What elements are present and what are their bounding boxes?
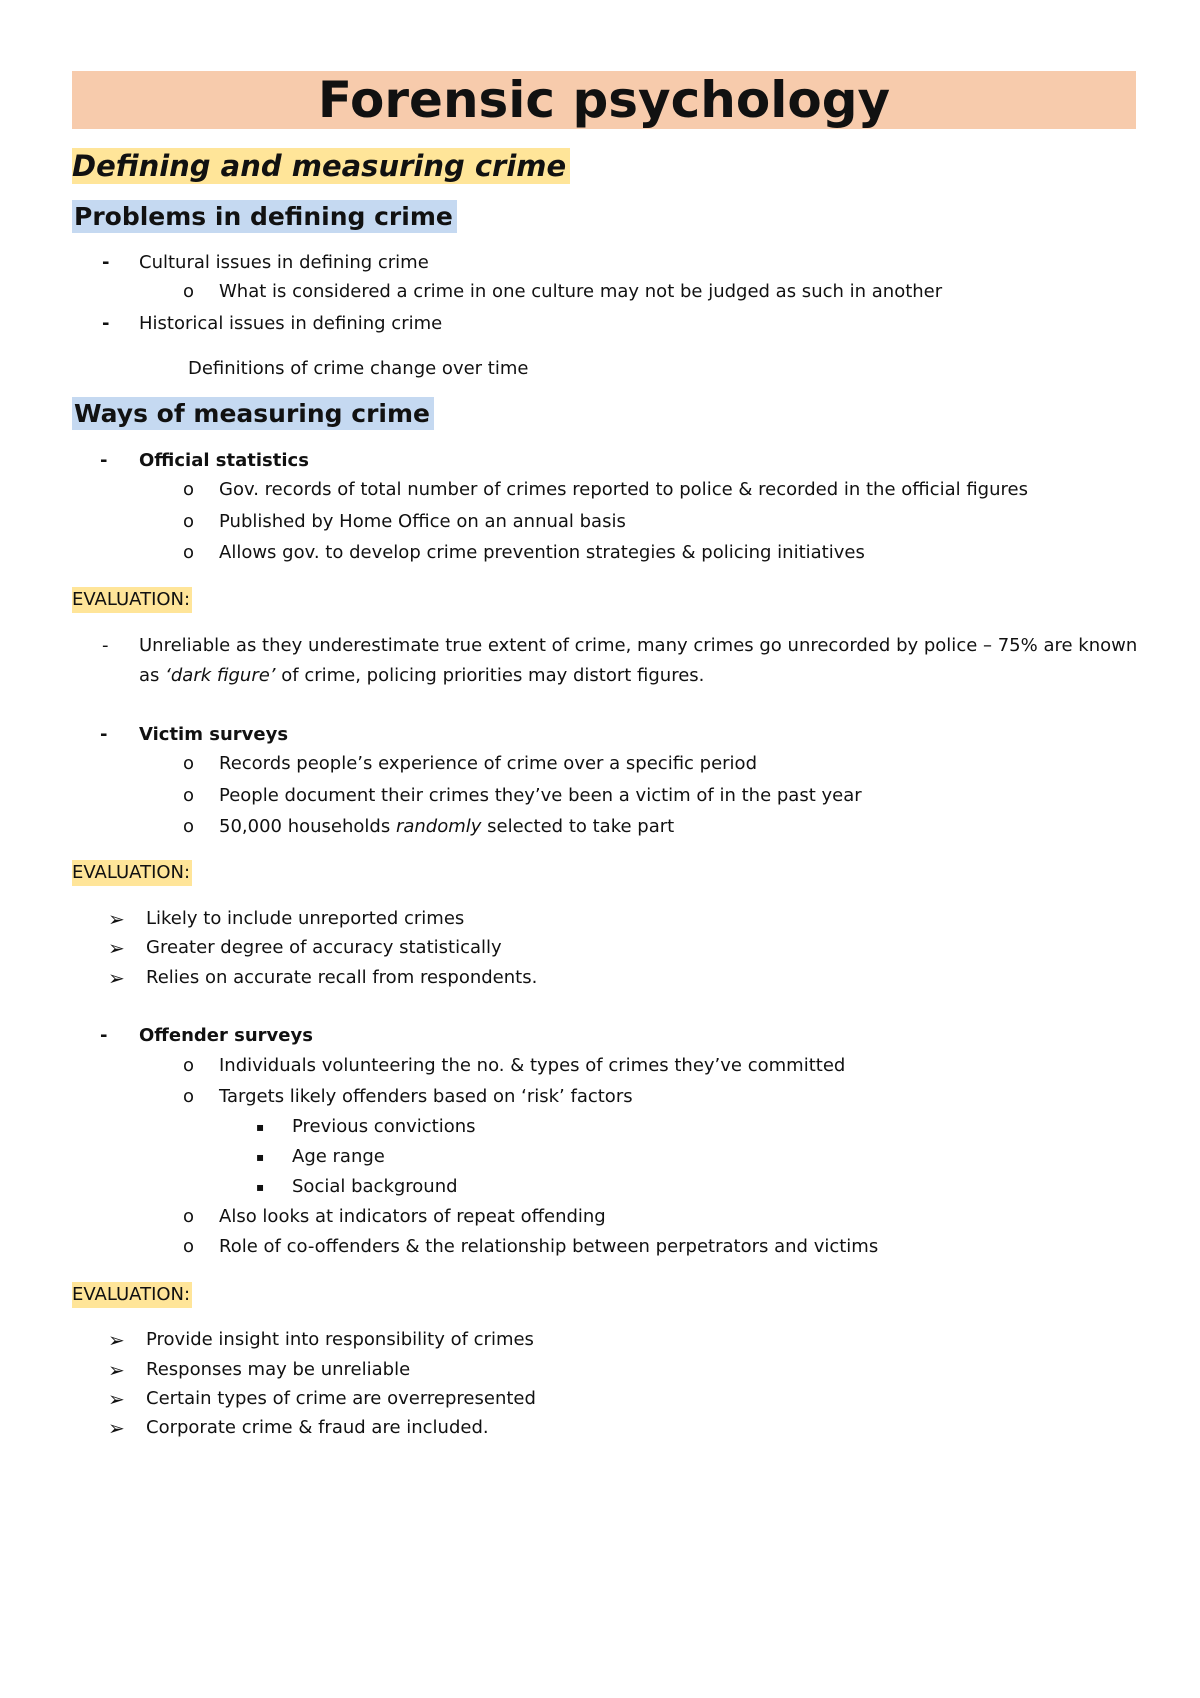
- square-bullet: ▪: [256, 1180, 265, 1194]
- victim-evaluation: Greater degree of accuracy statistically: [146, 937, 502, 958]
- evaluation-label: EVALUATION:: [72, 860, 192, 886]
- circle-bullet: o: [183, 1236, 195, 1257]
- evaluation-text: as: [139, 665, 166, 686]
- square-bullet: ▪: [256, 1120, 265, 1134]
- victim-evaluation: Relies on accurate recall from respondents.: [146, 967, 538, 988]
- dash-bullet: -: [100, 450, 108, 471]
- victim-evaluation: Likely to include unreported crimes: [146, 908, 465, 929]
- offender-evaluation: Certain types of crime are overrepresented: [146, 1388, 536, 1409]
- problem-historical-note: Definitions of crime change over time: [188, 358, 529, 379]
- randomly-term: randomly: [395, 816, 482, 837]
- dash-bullet: -: [100, 724, 108, 745]
- victim-point: Records people’s experience of crime over a specific period: [219, 753, 757, 774]
- circle-bullet: o: [183, 511, 195, 532]
- victim-surveys-label: Victim surveys: [139, 724, 289, 745]
- problem-cultural-detail: What is considered a crime in one culture may not be judged as such in another: [219, 281, 943, 302]
- dash-bullet: -: [102, 313, 110, 334]
- circle-bullet: o: [183, 479, 195, 500]
- official-point: Gov. records of total number of crimes reported to police & recorded in the official figures: [219, 479, 1028, 500]
- offender-point: Also looks at indicators of repeat offending: [219, 1206, 606, 1227]
- risk-factor: Previous convictions: [292, 1116, 476, 1137]
- circle-bullet: o: [183, 816, 195, 837]
- arrow-bullet-icon: ➢: [108, 1416, 125, 1440]
- evaluation-label: EVALUATION:: [72, 587, 192, 613]
- problem-historical: Historical issues in defining crime: [139, 313, 443, 334]
- page-title: Forensic psychology: [72, 71, 1136, 129]
- offender-point: Targets likely offenders based on ‘risk’ factors: [219, 1086, 633, 1107]
- circle-bullet: o: [183, 1055, 195, 1076]
- offender-evaluation: Corporate crime & fraud are included.: [146, 1417, 489, 1438]
- arrow-bullet-icon: ➢: [108, 1358, 125, 1382]
- arrow-bullet-icon: ➢: [108, 1328, 125, 1352]
- official-statistics-label: Official statistics: [139, 450, 309, 471]
- dash-bullet: -: [102, 252, 110, 273]
- section-heading: Defining and measuring crime: [72, 148, 570, 184]
- victim-point: People document their crimes they’ve been a victim of in the past year: [219, 785, 862, 806]
- arrow-bullet-icon: ➢: [108, 966, 125, 990]
- arrow-bullet-icon: ➢: [108, 1387, 125, 1411]
- circle-bullet: o: [183, 542, 195, 563]
- risk-factor: Social background: [292, 1176, 458, 1197]
- problem-cultural: Cultural issues in defining crime: [139, 252, 429, 273]
- circle-bullet: o: [183, 753, 195, 774]
- offender-surveys-label: Offender surveys: [139, 1025, 313, 1046]
- official-point: Allows gov. to develop crime prevention strategies & policing initiatives: [219, 542, 865, 563]
- victim-point-text: selected to take part: [481, 816, 675, 837]
- offender-evaluation: Provide insight into responsibility of crimes: [146, 1329, 534, 1350]
- dash-bullet: -: [102, 635, 109, 656]
- offender-point: Role of co-offenders & the relationship between perpetrators and victims: [219, 1236, 879, 1257]
- problems-heading: Problems in defining crime: [72, 200, 457, 233]
- arrow-bullet-icon: ➢: [108, 907, 125, 931]
- evaluation-label: EVALUATION:: [72, 1282, 192, 1308]
- circle-bullet: o: [183, 1086, 195, 1107]
- official-evaluation-line2: [139, 664, 704, 688]
- evaluation-text: of crime, policing priorities may distort figures.: [275, 665, 705, 686]
- offender-point: Individuals volunteering the no. & types of crimes they’ve committed: [219, 1055, 846, 1076]
- victim-point: [219, 815, 674, 839]
- square-bullet: ▪: [256, 1150, 265, 1164]
- circle-bullet: o: [183, 1206, 195, 1227]
- official-evaluation-line1: Unreliable as they underestimate true extent of crime, many crimes go unrecorded by police – 75% are known: [139, 635, 1138, 656]
- arrow-bullet-icon: ➢: [108, 936, 125, 960]
- circle-bullet: o: [183, 281, 195, 302]
- victim-point-text: 50,000 households: [219, 816, 396, 837]
- risk-factor: Age range: [292, 1146, 385, 1167]
- offender-evaluation: Responses may be unreliable: [146, 1359, 411, 1380]
- circle-bullet: o: [183, 785, 195, 806]
- dark-figure-term: ‘dark figure’: [165, 665, 276, 686]
- official-point: Published by Home Office on an annual basis: [219, 511, 626, 532]
- ways-heading: Ways of measuring crime: [72, 397, 434, 430]
- dash-bullet: -: [100, 1025, 108, 1046]
